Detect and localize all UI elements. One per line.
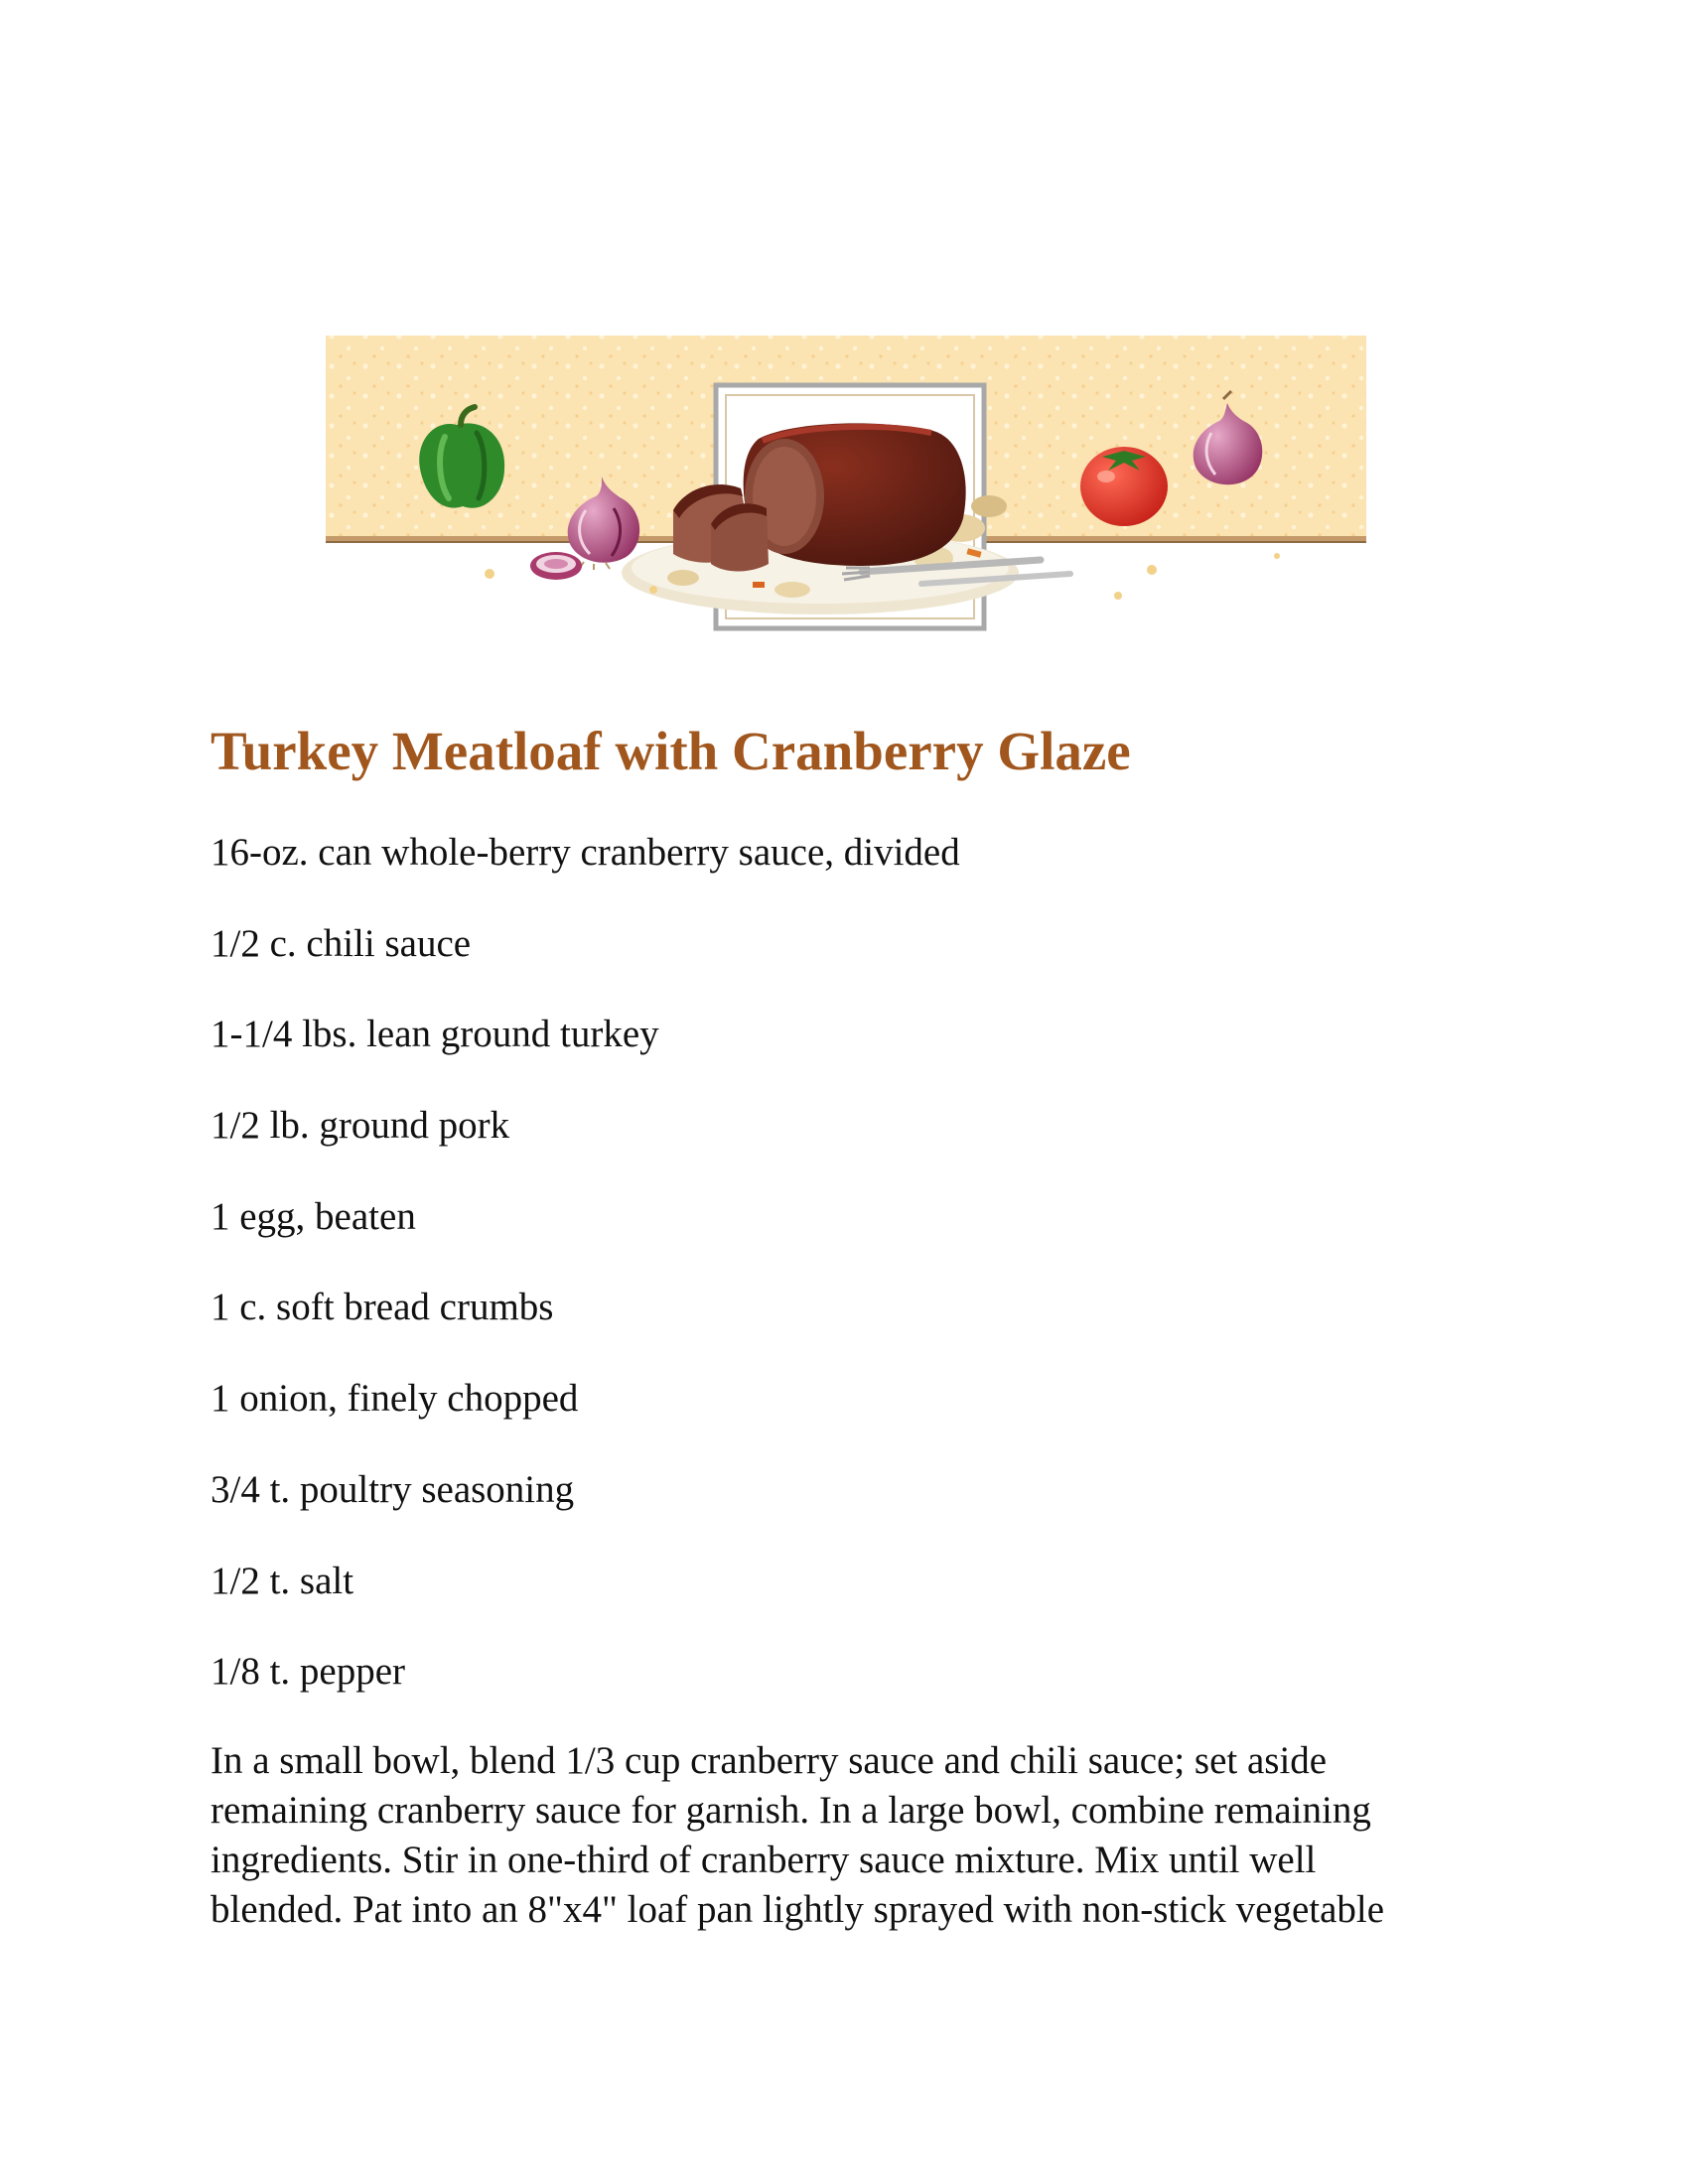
directions-line: blended. Pat into an 8"x4" loaf pan lightly sprayed with non-stick vegetable <box>211 1888 1385 1931</box>
directions-line: remaining cranberry sauce for garnish. In a large bowl, combine remaining <box>211 1789 1371 1832</box>
recipe-title: Turkey Meatloaf with Cranberry Glaze <box>211 721 1131 781</box>
ingredient-list <box>211 828 960 1738</box>
ingredient-item: 1/2 lb. ground pork <box>211 1104 510 1148</box>
ingredient-item: 1/8 t. pepper <box>211 1650 406 1694</box>
ingredient-item: 1 onion, finely chopped <box>211 1377 579 1421</box>
ingredient-item: 3/4 t. poultry seasoning <box>211 1467 575 1511</box>
onion-slice-icon <box>530 552 582 580</box>
meatloaf-banner-illustration <box>326 330 1366 639</box>
ingredient-item: 16-oz. can whole-berry cranberry sauce, divided <box>211 831 960 874</box>
ingredient-item: 1/2 t. salt <box>211 1559 354 1602</box>
directions-line: ingredients. Stir in one-third of cranberry sauce mixture. Mix until well <box>211 1839 1317 1881</box>
ingredient-item: 1 egg, beaten <box>211 1194 416 1238</box>
directions-paragraph <box>211 1736 1491 1935</box>
ingredient-item: 1/2 c. chili sauce <box>211 921 472 965</box>
ingredient-item: 1 c. soft bread crumbs <box>211 1286 554 1329</box>
ingredient-item: 1-1/4 lbs. lean ground turkey <box>211 1013 659 1056</box>
tomato-icon <box>1080 447 1168 526</box>
banner-graphic <box>326 330 1366 639</box>
directions-line: In a small bowl, blend 1/3 cup cranberry sauce and chili sauce; set aside <box>211 1739 1328 1782</box>
